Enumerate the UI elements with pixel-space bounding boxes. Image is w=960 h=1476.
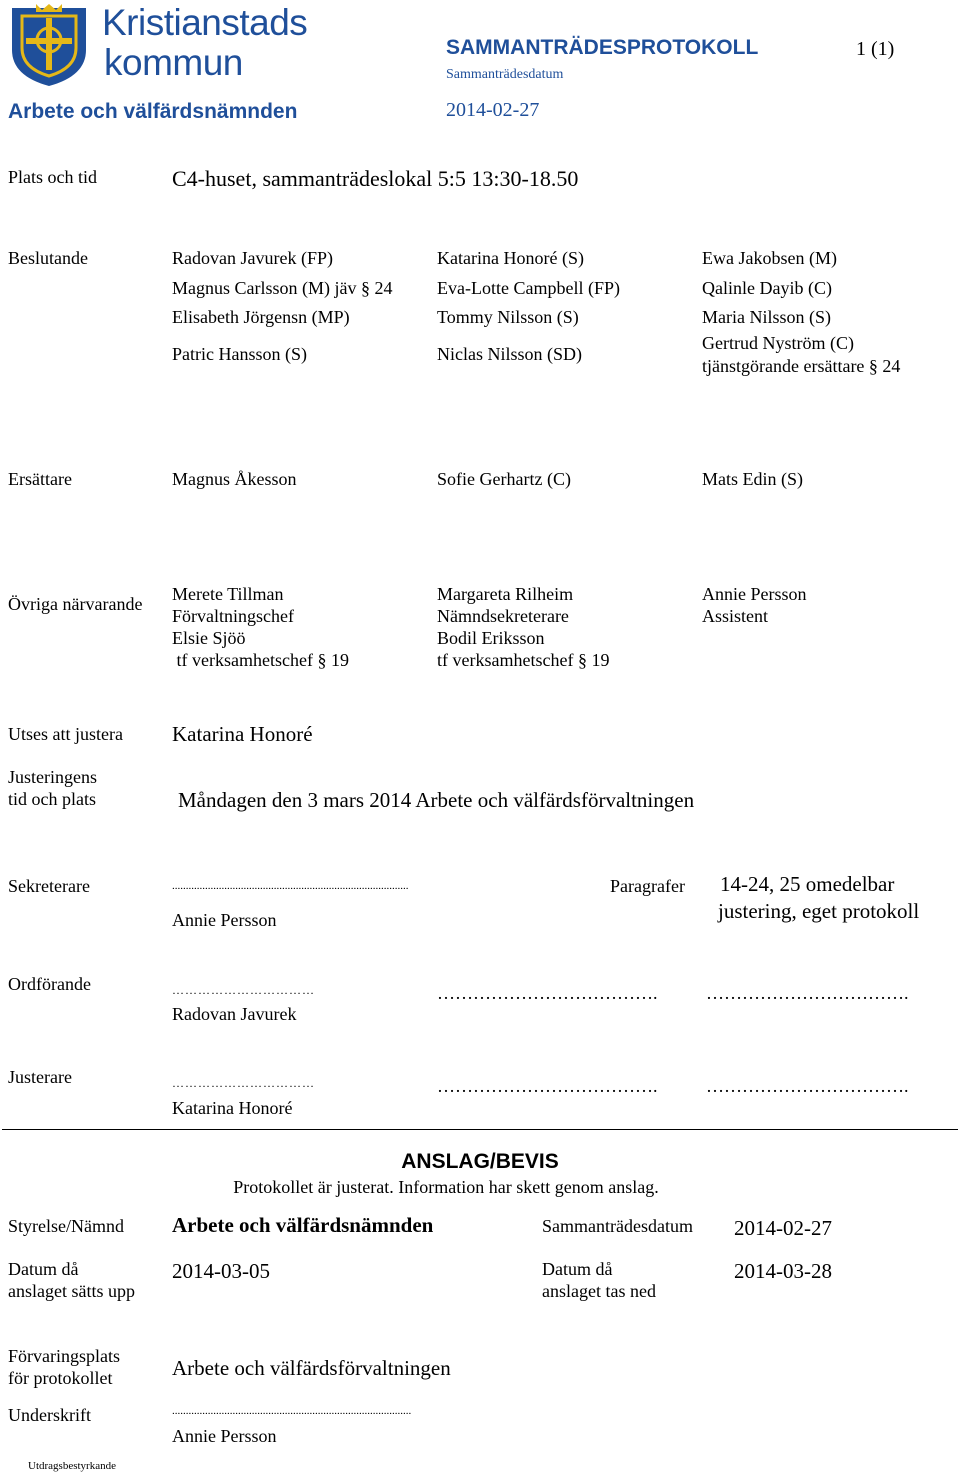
deciding-member: Elisabeth Jörgensn (MP) (172, 307, 350, 327)
chair-signature-line: …………………………… (172, 983, 315, 997)
notice-meeting-date-label: Sammanträdesdatum (542, 1216, 693, 1236)
substitute-name: Mats Edin (S) (702, 469, 803, 489)
posted-date-value: 2014-03-05 (172, 1259, 270, 1283)
substitutes-label: Ersättare (8, 469, 72, 489)
secretary-signature-line: ...................................................................................... (172, 880, 409, 892)
deciding-member: Radovan Javurek (FP) (172, 248, 333, 268)
storage-label-line: Förvaringsplats (8, 1346, 120, 1366)
others-entry: Elsie Sjöö (172, 628, 246, 648)
storage-value: Arbete och välfärdsförvaltningen (172, 1356, 451, 1380)
place-time-label: Plats och tid (8, 167, 97, 187)
paragraphs-label: Paragrafer (610, 876, 685, 896)
chair-label: Ordförande (8, 974, 91, 994)
others-entry: Assistent (702, 606, 769, 626)
document-title: SAMMANTRÄDESPROTOKOLL (446, 36, 759, 59)
deciding-member-note: tjänstgörande ersättare § 24 (702, 356, 901, 376)
others-entry: Merete Tillman (172, 584, 284, 604)
meeting-date-label: Sammanträdesdatum (446, 67, 564, 82)
adjuster-name: Katarina Honoré (172, 722, 313, 746)
notice-subtitle: Protokollet är justerat. Information har skett genom anslag. (233, 1177, 659, 1197)
deciding-member: Gertrud Nyström (C) (702, 333, 854, 353)
adjuster-label: Utses att justera (8, 724, 123, 744)
signature-name: Annie Persson (172, 1426, 277, 1446)
others-entry: Margareta Rilheim (437, 584, 574, 604)
others-entry: Förvaltningschef (172, 606, 294, 626)
notice-title: ANSLAG/BEVIS (401, 1150, 559, 1173)
others-entry: Bodil Eriksson (437, 628, 545, 648)
deciding-label: Beslutande (8, 248, 88, 268)
storage-label-line: för protokollet (8, 1368, 113, 1388)
others-label: Övriga närvarande (8, 594, 143, 614)
meeting-date-value: 2014-02-27 (446, 99, 540, 121)
others-column-2 (437, 583, 609, 671)
chair-signature-line-3: ……………………………. (706, 983, 909, 1003)
signature-label: Underskrift (8, 1405, 91, 1425)
deciding-member: Maria Nilsson (S) (702, 307, 831, 327)
adjuster-signature-name: Katarina Honoré (172, 1098, 293, 1118)
committee-name: Arbete och välfärdsnämnden (8, 100, 298, 123)
deciding-member: Qalinle Dayib (C) (702, 278, 832, 298)
adjuster-signature-line-2: ………………………………. (437, 1076, 658, 1096)
deciding-member: Magnus Carlsson (M) jäv § 24 (172, 278, 393, 298)
page-number: 1 (1) (856, 38, 895, 60)
section-divider (2, 1129, 958, 1130)
others-entry: Annie Persson (702, 584, 807, 604)
adjuster-signature-line-3: ……………………………. (706, 1076, 909, 1096)
deciding-member: Patric Hansson (S) (172, 344, 307, 364)
paragraphs-value-line2: justering, eget protokoll (718, 899, 920, 923)
secretary-name: Annie Persson (172, 910, 277, 930)
others-column-3 (702, 583, 807, 627)
coat-of-arms-icon (8, 2, 90, 88)
posted-date-label-line: anslaget sätts upp (8, 1281, 135, 1301)
adjustment-time-label-line: Justeringens (8, 767, 97, 787)
deciding-member: Tommy Nilsson (S) (437, 307, 579, 327)
adjuster-signature-line: …………………………… (172, 1076, 315, 1090)
logo-text-line2: kommun (104, 42, 243, 83)
posted-date-label (8, 1258, 135, 1302)
others-column-1 (172, 583, 349, 671)
removed-date-label (542, 1258, 656, 1302)
adjustment-time-label-line: tid och plats (8, 789, 96, 809)
substitute-name: Magnus Åkesson (172, 469, 297, 489)
chair-name: Radovan Javurek (172, 1004, 297, 1024)
adjustment-time-value: Måndagen den 3 mars 2014 Arbete och välfärdsförvaltningen (178, 788, 695, 812)
board-value: Arbete och välfärdsnämnden (172, 1213, 434, 1237)
adjuster-signature-label: Justerare (8, 1067, 72, 1087)
logo-text-line1: Kristianstads (102, 2, 308, 43)
paragraphs-value-line1: 14-24, 25 omedelbar (720, 872, 895, 896)
removed-date-label-line: Datum då (542, 1259, 613, 1279)
certifier-label: Utdragsbestyrkande (28, 1460, 116, 1472)
posted-date-label-line: Datum då (8, 1259, 79, 1279)
removed-date-label-line: anslaget tas ned (542, 1281, 656, 1301)
removed-date-value: 2014-03-28 (734, 1259, 832, 1283)
others-entry: tf verksamhetschef § 19 (172, 650, 349, 670)
board-label: Styrelse/Nämnd (8, 1216, 124, 1236)
place-time-value: C4-huset, sammanträdeslokal 5:5 13:30-18.50 (172, 166, 579, 191)
chair-signature-line-2: ………………………………. (437, 983, 658, 1003)
secretary-label: Sekreterare (8, 876, 90, 896)
deciding-member: Eva-Lotte Campbell (FP) (437, 278, 620, 298)
others-entry: Nämndsekreterare (437, 606, 569, 626)
signature-line: ....................................................................................... (172, 1405, 412, 1417)
adjustment-time-label (8, 766, 97, 810)
storage-label (8, 1345, 120, 1389)
municipality-logo (8, 2, 308, 90)
notice-meeting-date-value: 2014-02-27 (734, 1216, 832, 1240)
deciding-member: Katarina Honoré (S) (437, 248, 584, 268)
substitute-name: Sofie Gerhartz (C) (437, 469, 571, 489)
others-entry: tf verksamhetschef § 19 (437, 650, 610, 670)
deciding-member: Ewa Jakobsen (M) (702, 248, 837, 268)
deciding-member: Niclas Nilsson (SD) (437, 344, 582, 364)
